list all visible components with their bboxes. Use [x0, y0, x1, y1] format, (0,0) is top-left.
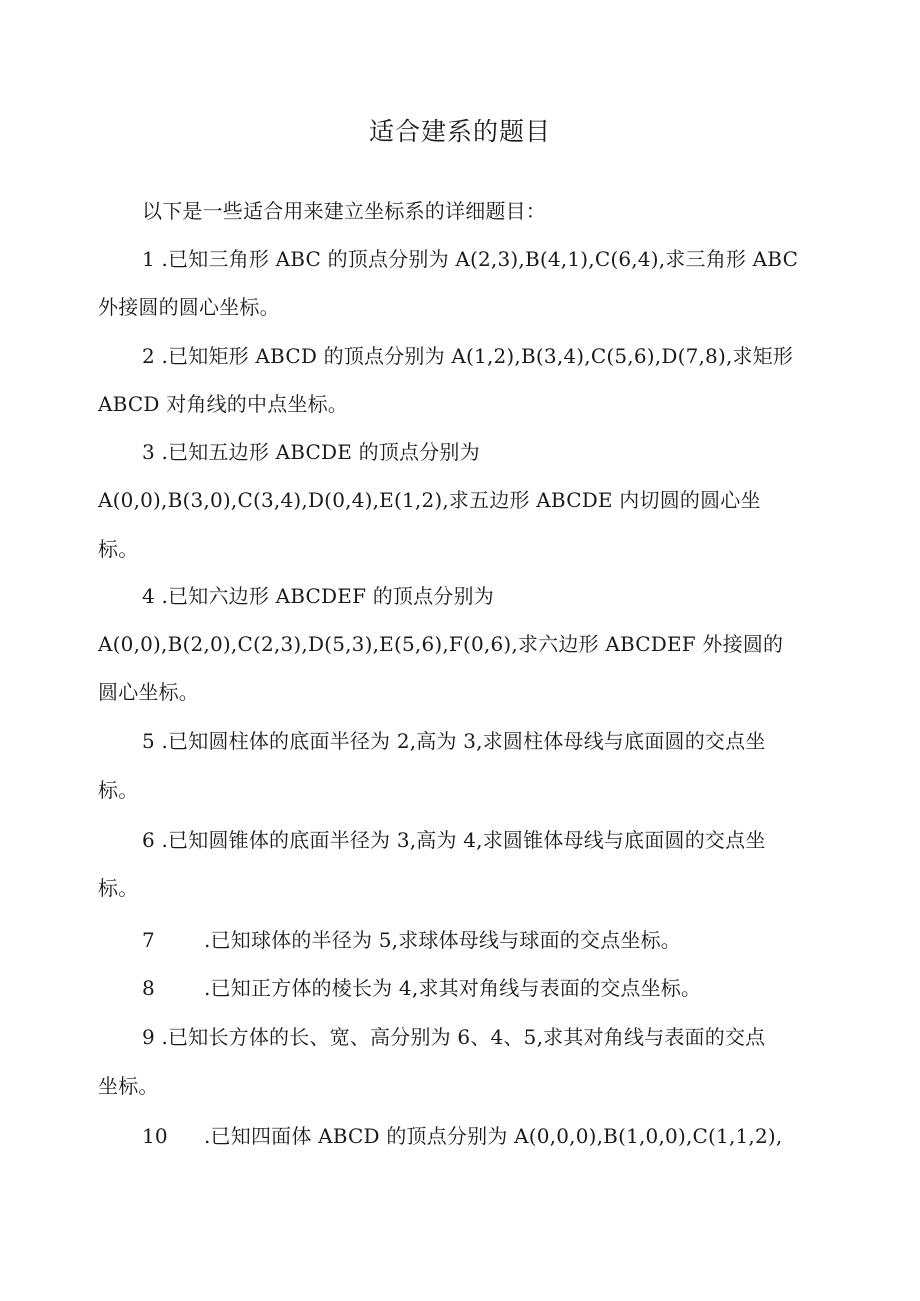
item-number: 2 [142, 344, 155, 368]
item-2-line-2: ABCD 对角线的中点坐标。 [98, 392, 349, 416]
item-number: 8 [142, 976, 155, 1000]
item-text: .已知长方体的长、宽、高分别为 6、4、5,求其对角线与表面的交点 [161, 1025, 766, 1049]
item-text: .已知圆柱体的底面半径为 2,高为 3,求圆柱体母线与底面圆的交点坐 [161, 729, 766, 753]
item-6-line-1 [142, 826, 766, 854]
item-3-line-2: A(0,0),B(3,0),C(3,4),D(0,4),E(1,2),求五边形 ABCDE 内切圆的圆心坐 [98, 488, 761, 512]
item-4-line-3: 圆心坐标。 [98, 680, 199, 704]
item-4-line-2: A(0,0),B(2,0),C(2,3),D(5,3),E(5,6),F(0,6),求六边形 ABCDEF 外接圆的 [98, 632, 784, 656]
item-number: 9 [142, 1025, 155, 1049]
item-text: .已知四面体 ABCD 的顶点分别为 A(0,0,0),B(1,0,0),C(1,1,2), [204, 1124, 783, 1148]
item-9-line-1 [142, 1023, 765, 1051]
intro-text: 以下是一些适合用来建立坐标系的详细题目： [142, 199, 546, 223]
item-text: .已知三角形 ABC 的顶点分别为 A(2,3),B(4,1),C(6,4),求三角形 ABC [161, 247, 799, 271]
item-3-line-1 [142, 438, 480, 466]
item-2-line-1 [142, 342, 793, 370]
item-number: 10 [142, 1124, 168, 1148]
item-1-line-2: 外接圆的圆心坐标。 [98, 295, 280, 319]
item-number: 6 [142, 828, 155, 852]
item-text: .已知球体的半径为 5,求球体母线与球面的交点坐标。 [204, 928, 681, 952]
item-3-line-3: 标。 [98, 537, 139, 561]
item-number: 1 [142, 247, 155, 271]
item-text: .已知五边形 ABCDE 的顶点分别为 [161, 440, 480, 464]
item-9-line-2: 坐标。 [98, 1074, 159, 1098]
item-5-line-1 [142, 727, 766, 755]
document-title: 适合建系的题目 [368, 117, 551, 146]
item-5-line-2: 标。 [98, 778, 139, 802]
item-10-line-1 [142, 1122, 782, 1150]
item-number: 3 [142, 440, 155, 464]
item-text: .已知矩形 ABCD 的顶点分别为 A(1,2),B(3,4),C(5,6),D(7,8),求矩形 [161, 344, 794, 368]
item-6-line-2: 标。 [98, 876, 139, 900]
item-number: 4 [142, 584, 155, 608]
item-text: .已知六边形 ABCDEF 的顶点分别为 [161, 584, 494, 608]
item-text: .已知正方体的棱长为 4,求其对角线与表面的交点坐标。 [204, 976, 702, 1000]
item-text: .已知圆锥体的底面半径为 3,高为 4,求圆锥体母线与底面圆的交点坐 [161, 828, 766, 852]
item-7-line-1 [142, 926, 681, 954]
item-number: 5 [142, 729, 155, 753]
item-1-line-1 [142, 245, 798, 273]
item-8-line-1 [142, 974, 701, 1002]
item-4-line-1 [142, 582, 494, 610]
item-number: 7 [142, 928, 155, 952]
